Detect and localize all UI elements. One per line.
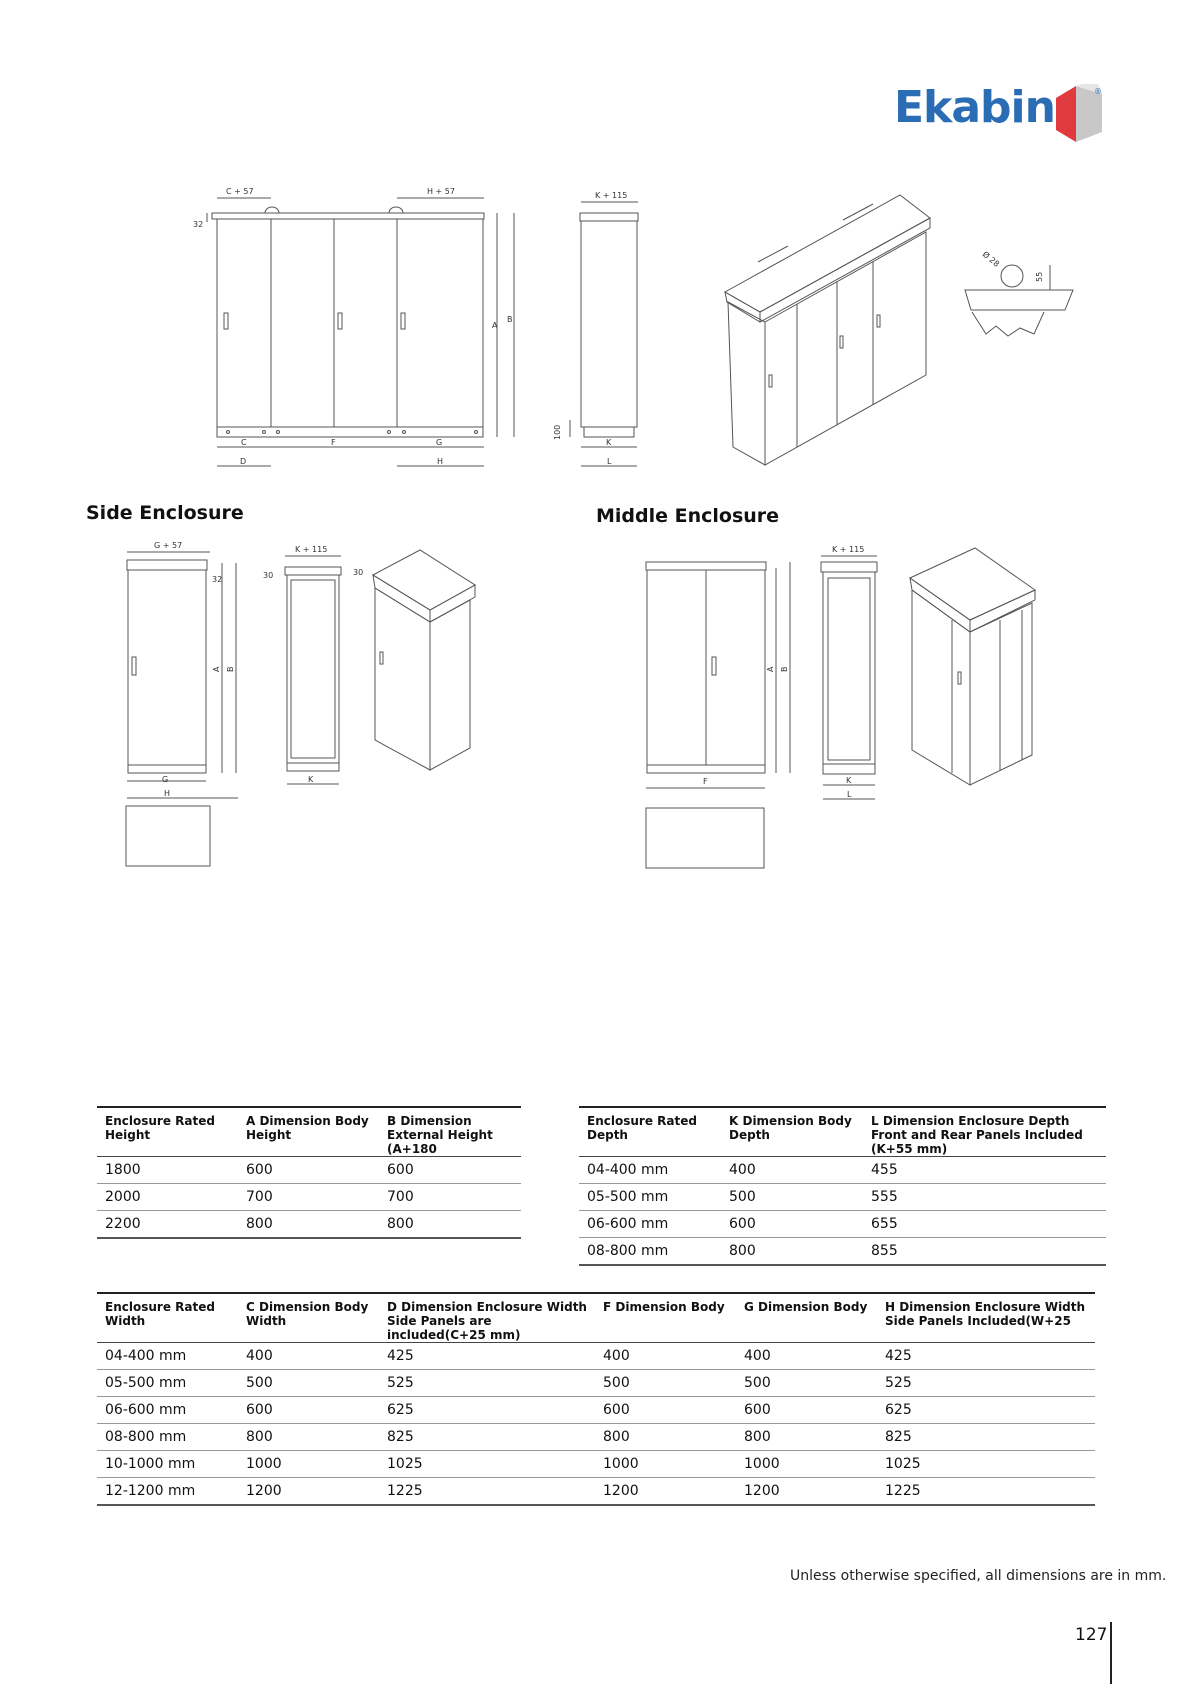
col-header: B Dimension External Height (A+180 [379, 1107, 521, 1157]
table-row [97, 1424, 1095, 1451]
table-row [97, 1397, 1095, 1424]
cell: 2200 [97, 1211, 238, 1239]
cell: 600 [736, 1397, 877, 1424]
table-row [579, 1157, 1106, 1184]
cell: 800 [379, 1211, 521, 1239]
dim-l: L [607, 457, 612, 466]
table-header-row [97, 1107, 521, 1157]
col-header: K Dimension Body Depth [721, 1107, 863, 1157]
front-elevation-drawing [193, 187, 514, 466]
cell: 400 [238, 1343, 379, 1370]
dim-side-a: A [212, 666, 221, 672]
table-row [579, 1238, 1106, 1266]
dim-side-k115: K + 115 [295, 545, 328, 554]
cell: 2000 [97, 1184, 238, 1211]
dim-side-30a: 30 [263, 571, 274, 580]
dim-side-30b: 30 [353, 568, 364, 577]
dim-c: C [241, 438, 247, 447]
col-header: C Dimension Body Width [238, 1293, 379, 1343]
lifting-eye-detail [965, 249, 1073, 336]
dim-g: G [436, 438, 443, 447]
dim-side-g57: G + 57 [154, 541, 183, 550]
cell: 04-400 mm [579, 1157, 721, 1184]
middle-enclosure-title: Middle Enclosure [596, 505, 780, 527]
table-row [97, 1184, 521, 1211]
table-row [97, 1370, 1095, 1397]
dim-h57: H + 57 [427, 187, 455, 196]
cell: 625 [379, 1397, 595, 1424]
cell: 08-800 mm [97, 1424, 238, 1451]
col-header: L Dimension Enclosure Depth Front and Rear Panels Included (K+55 mm) [863, 1107, 1106, 1157]
cell: 600 [238, 1157, 379, 1184]
cell: 700 [379, 1184, 521, 1211]
dim-side-b: B [226, 666, 235, 672]
cell: 400 [736, 1343, 877, 1370]
cell: 500 [736, 1370, 877, 1397]
cell: 600 [595, 1397, 736, 1424]
table-header-row [579, 1107, 1106, 1157]
cell: 800 [595, 1424, 736, 1451]
cell: 05-500 mm [579, 1184, 721, 1211]
table-row [97, 1343, 1095, 1370]
cell: 1000 [736, 1451, 877, 1478]
cell: 600 [721, 1211, 863, 1238]
cell: 425 [379, 1343, 595, 1370]
cell: 800 [238, 1211, 379, 1239]
dim-side-g: G [162, 775, 169, 784]
dim-mid-f: F [703, 777, 708, 786]
dim-h: H [437, 457, 444, 466]
dimensions-footnote: Unless otherwise specified, all dimensions are in mm. [790, 1568, 1167, 1584]
cell: 1225 [379, 1478, 595, 1506]
col-header: H Dimension Enclosure Width Side Panels Included(W+25 [877, 1293, 1095, 1343]
table-row [579, 1184, 1106, 1211]
dim-dia28: Ø 28 [980, 249, 1002, 269]
cell: 455 [863, 1157, 1106, 1184]
col-header: Enclosure Rated Width [97, 1293, 238, 1343]
dim-d: D [240, 457, 247, 466]
cell: 1200 [736, 1478, 877, 1506]
cell: 600 [238, 1397, 379, 1424]
dim-32: 32 [193, 220, 204, 229]
dim-mid-b: B [780, 666, 789, 672]
dim-mid-a: A [766, 666, 775, 672]
cell: 1025 [379, 1451, 595, 1478]
cell: 1200 [595, 1478, 736, 1506]
cell: 800 [736, 1424, 877, 1451]
cell: 825 [877, 1424, 1095, 1451]
col-header: G Dimension Body [736, 1293, 877, 1343]
table-row [97, 1157, 521, 1184]
cell: 08-800 mm [579, 1238, 721, 1266]
cell: 1000 [238, 1451, 379, 1478]
cell: 10-1000 mm [97, 1451, 238, 1478]
cell: 700 [238, 1184, 379, 1211]
dim-55: 55 [1035, 271, 1044, 282]
col-header: Enclosure Rated Depth [579, 1107, 721, 1157]
table-row [579, 1211, 1106, 1238]
cell: 500 [238, 1370, 379, 1397]
col-header: F Dimension Body [595, 1293, 736, 1343]
dim-c57: C + 57 [226, 187, 254, 196]
page-divider [1110, 1622, 1112, 1684]
cell: 12-1200 mm [97, 1478, 238, 1506]
cell: 400 [595, 1343, 736, 1370]
cell: 800 [238, 1424, 379, 1451]
cell: 525 [877, 1370, 1095, 1397]
cell: 855 [863, 1238, 1106, 1266]
cell: 655 [863, 1211, 1106, 1238]
cell: 05-500 mm [97, 1370, 238, 1397]
side-enclosure-drawings [126, 550, 475, 866]
cell: 800 [721, 1238, 863, 1266]
cell: 625 [877, 1397, 1095, 1424]
width-table [97, 1292, 1095, 1506]
cell: 500 [595, 1370, 736, 1397]
table-row [97, 1451, 1095, 1478]
table-row [97, 1478, 1095, 1506]
isometric-enclosure-drawing [725, 195, 930, 465]
cell: 04-400 mm [97, 1343, 238, 1370]
cell: 425 [877, 1343, 1095, 1370]
middle-enclosure-drawings [646, 548, 1035, 868]
dim-a: A [492, 321, 498, 330]
cell: 06-600 mm [97, 1397, 238, 1424]
dim-mid-l: L [847, 790, 852, 799]
dim-side-h: H [164, 789, 171, 798]
cell: 400 [721, 1157, 863, 1184]
cell: 1200 [238, 1478, 379, 1506]
dim-b: B [507, 315, 513, 324]
height-table [97, 1106, 521, 1239]
brand-wordmark: Ekabin [894, 82, 1055, 133]
cell: 825 [379, 1424, 595, 1451]
page-number: 127 [1075, 1625, 1108, 1645]
cell: 555 [863, 1184, 1106, 1211]
col-header: D Dimension Enclosure Width Side Panels are included(C+25 mm) [379, 1293, 595, 1343]
side-enclosure-title: Side Enclosure [86, 502, 244, 524]
depth-table [579, 1106, 1106, 1266]
cell: 1800 [97, 1157, 238, 1184]
dim-k115: K + 115 [595, 191, 628, 200]
cell: 06-600 mm [579, 1211, 721, 1238]
table-row [97, 1211, 521, 1239]
col-header: Enclosure Rated Height [97, 1107, 238, 1157]
col-header: A Dimension Body Height [238, 1107, 379, 1157]
cell: 525 [379, 1370, 595, 1397]
cell: 1025 [877, 1451, 1095, 1478]
dim-mid-k115: K + 115 [832, 545, 865, 554]
cell: 1225 [877, 1478, 1095, 1506]
table-header-row [97, 1293, 1095, 1343]
dim-k: K [606, 438, 612, 447]
registered-mark: ® [1094, 87, 1102, 96]
dim-mid-k: K [846, 776, 852, 785]
side-elevation-drawing [553, 191, 638, 466]
cell: 1000 [595, 1451, 736, 1478]
dim-side-k: K [308, 775, 314, 784]
cell: 500 [721, 1184, 863, 1211]
dim-100: 100 [553, 424, 562, 440]
dim-side-32: 32 [212, 575, 223, 584]
dim-f: F [331, 438, 336, 447]
cell: 600 [379, 1157, 521, 1184]
